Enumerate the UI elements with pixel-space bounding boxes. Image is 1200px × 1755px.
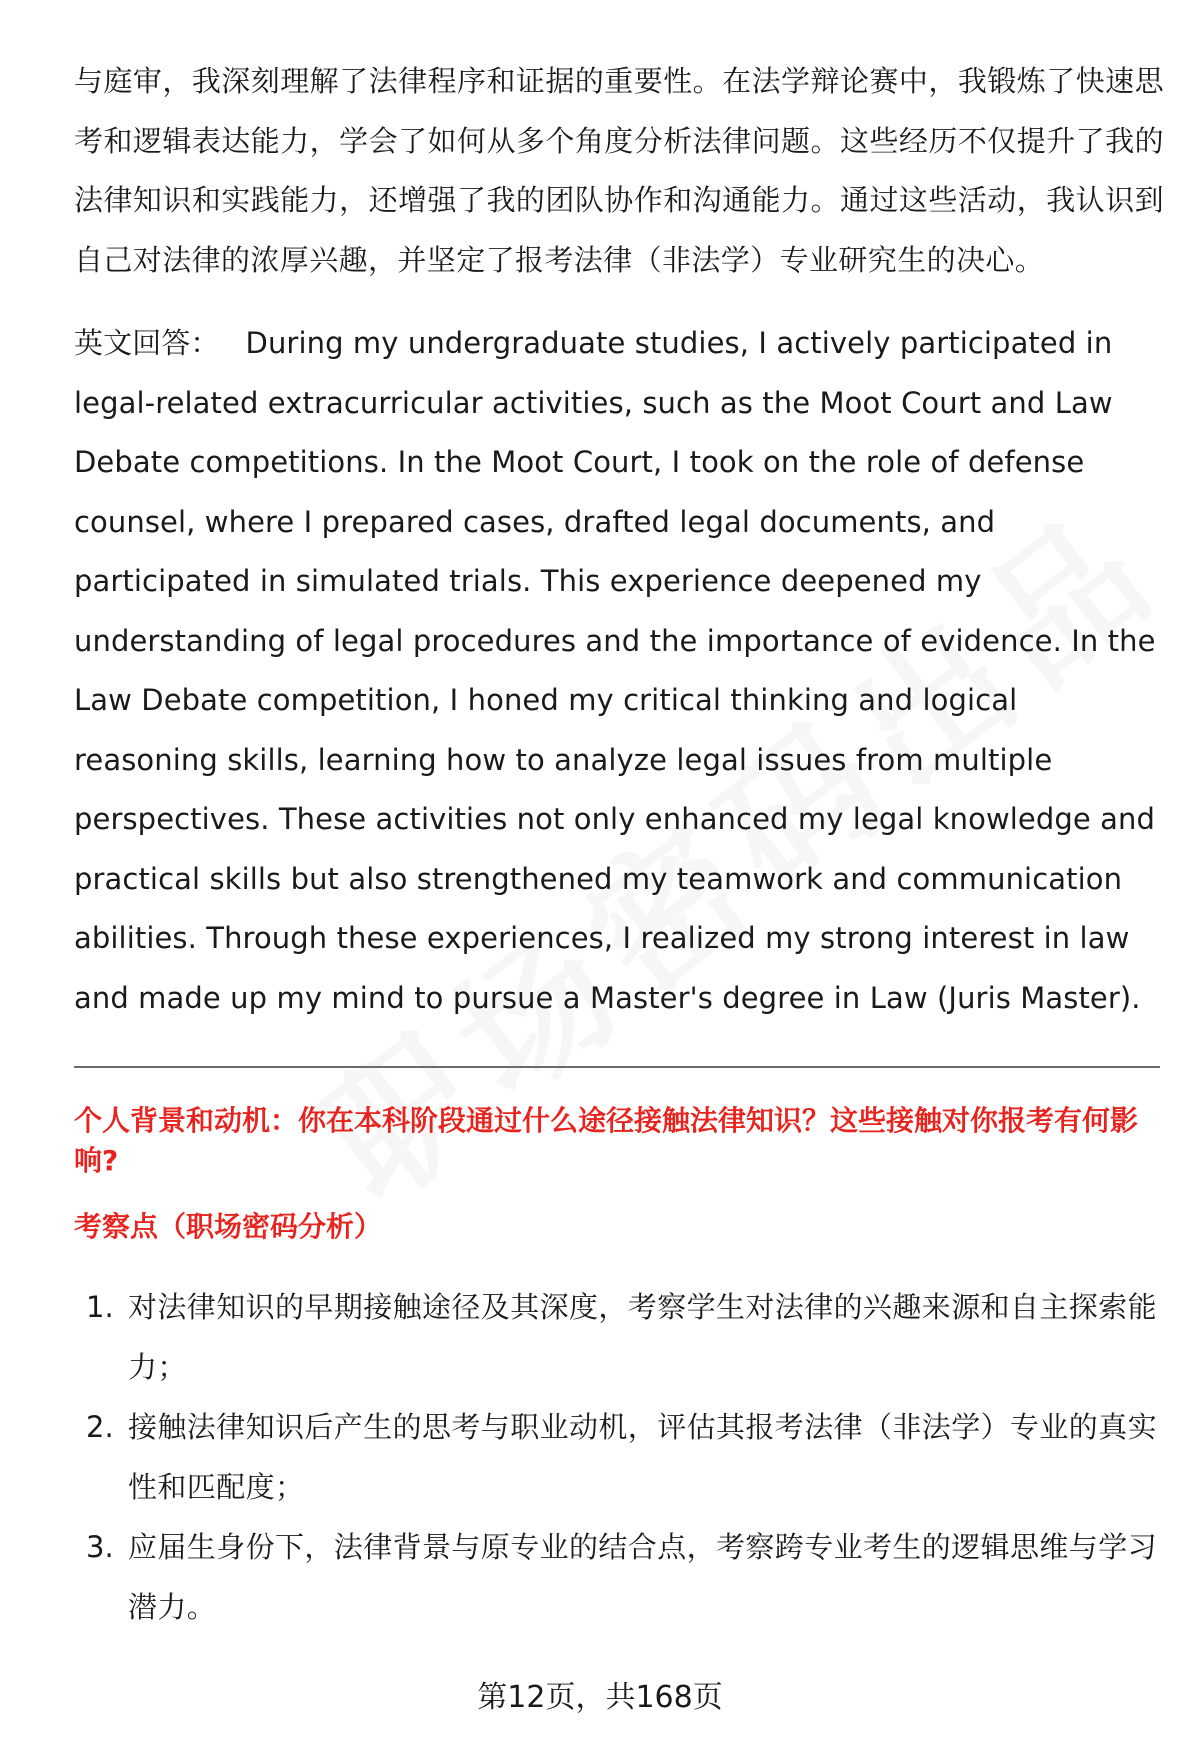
english-answer-text: During my undergraduate studies, I actively participated in legal-related extracurricular activities, such as the Moot Court and Law Debate competitions. In the Moot Court, I took on the role of defense counsel, where I prepared cases, drafted legal documents, and participated in simulated trials. This experience deepened my understanding of legal procedures and the importance of evidence. In the Law Debate competition, I honed my critical thinking and logical reasoning skills, learning how to analyze legal issues from multiple perspectives. These activities not only enhanced my legal knowledge and practical skills but also strengthened my teamwork and communication abilities. Through these experiences, I realized my strong interest in law and made up my mind to pursue a Master's degree in Law (Juris Master). — [74, 326, 1156, 1015]
section-divider — [74, 1066, 1160, 1068]
chinese-answer-paragraph: 与庭审，我深刻理解了法律程序和证据的重要性。在法学辩论赛中，我锻炼了快速思考和逻辑表达能力，学会了如何从多个角度分析法律问题。这些经历不仅提升了我的法律知识和实践能力，还增强了我的团队协作和沟通能力。通过这些活动，我认识到自己对法律的浓厚兴趣，并坚定了报考法律（非法学）专业研究生的决心。 — [74, 64, 1164, 277]
list-item-number: 1. — [86, 1290, 114, 1324]
list-item — [74, 1397, 1164, 1517]
list-item — [74, 1277, 1164, 1397]
evaluation-points-heading: 考察点（职场密码分析） — [74, 1210, 383, 1243]
page-content — [74, 52, 1164, 1637]
english-answer-paragraph — [74, 314, 1164, 1028]
evaluation-points-list — [74, 1277, 1164, 1637]
list-item-text: 对法律知识的早期接触途径及其深度，考察学生对法律的兴趣来源和自主探索能力； — [128, 1290, 1158, 1384]
list-item-number: 2. — [86, 1410, 114, 1444]
page-number-footer: 第12页，共168页 — [477, 1680, 723, 1715]
list-item-number: 3. — [86, 1530, 114, 1564]
interview-question: 个人背景和动机：你在本科阶段通过什么途径接触法律知识？这些接触对你报考有何影响? — [74, 1104, 1139, 1177]
list-item — [74, 1517, 1164, 1637]
list-item-text: 接触法律知识后产生的思考与职业动机，评估其报考法律（非法学）专业的真实性和匹配度； — [128, 1410, 1158, 1504]
list-item-text: 应届生身份下，法律背景与原专业的结合点，考察跨专业考生的逻辑思维与学习潜力。 — [128, 1530, 1158, 1624]
english-answer-label: 英文回答： — [74, 326, 220, 360]
